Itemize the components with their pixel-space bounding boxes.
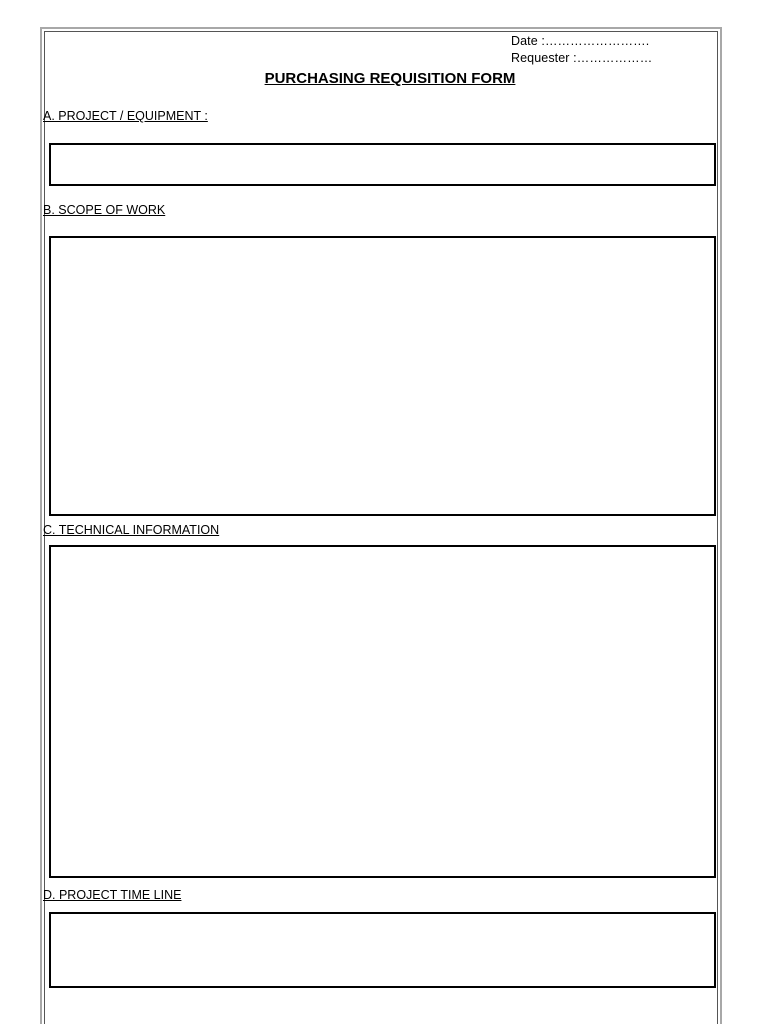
date-field: Date :……………………. <box>511 34 650 48</box>
project-time-line-box[interactable] <box>49 912 716 988</box>
section-a-label: A. PROJECT / EQUIPMENT : <box>43 109 208 123</box>
technical-information-box[interactable] <box>49 545 716 878</box>
scope-of-work-box[interactable] <box>49 236 716 516</box>
section-d-label: D. PROJECT TIME LINE <box>43 888 182 902</box>
requester-field: Requester :……………… <box>511 51 653 65</box>
section-b-label: B. SCOPE OF WORK <box>43 203 166 217</box>
section-c-label: C. TECHNICAL INFORMATION <box>43 523 220 537</box>
form-title: PURCHASING REQUISITION FORM <box>264 70 516 87</box>
project-equipment-box[interactable] <box>49 143 716 186</box>
